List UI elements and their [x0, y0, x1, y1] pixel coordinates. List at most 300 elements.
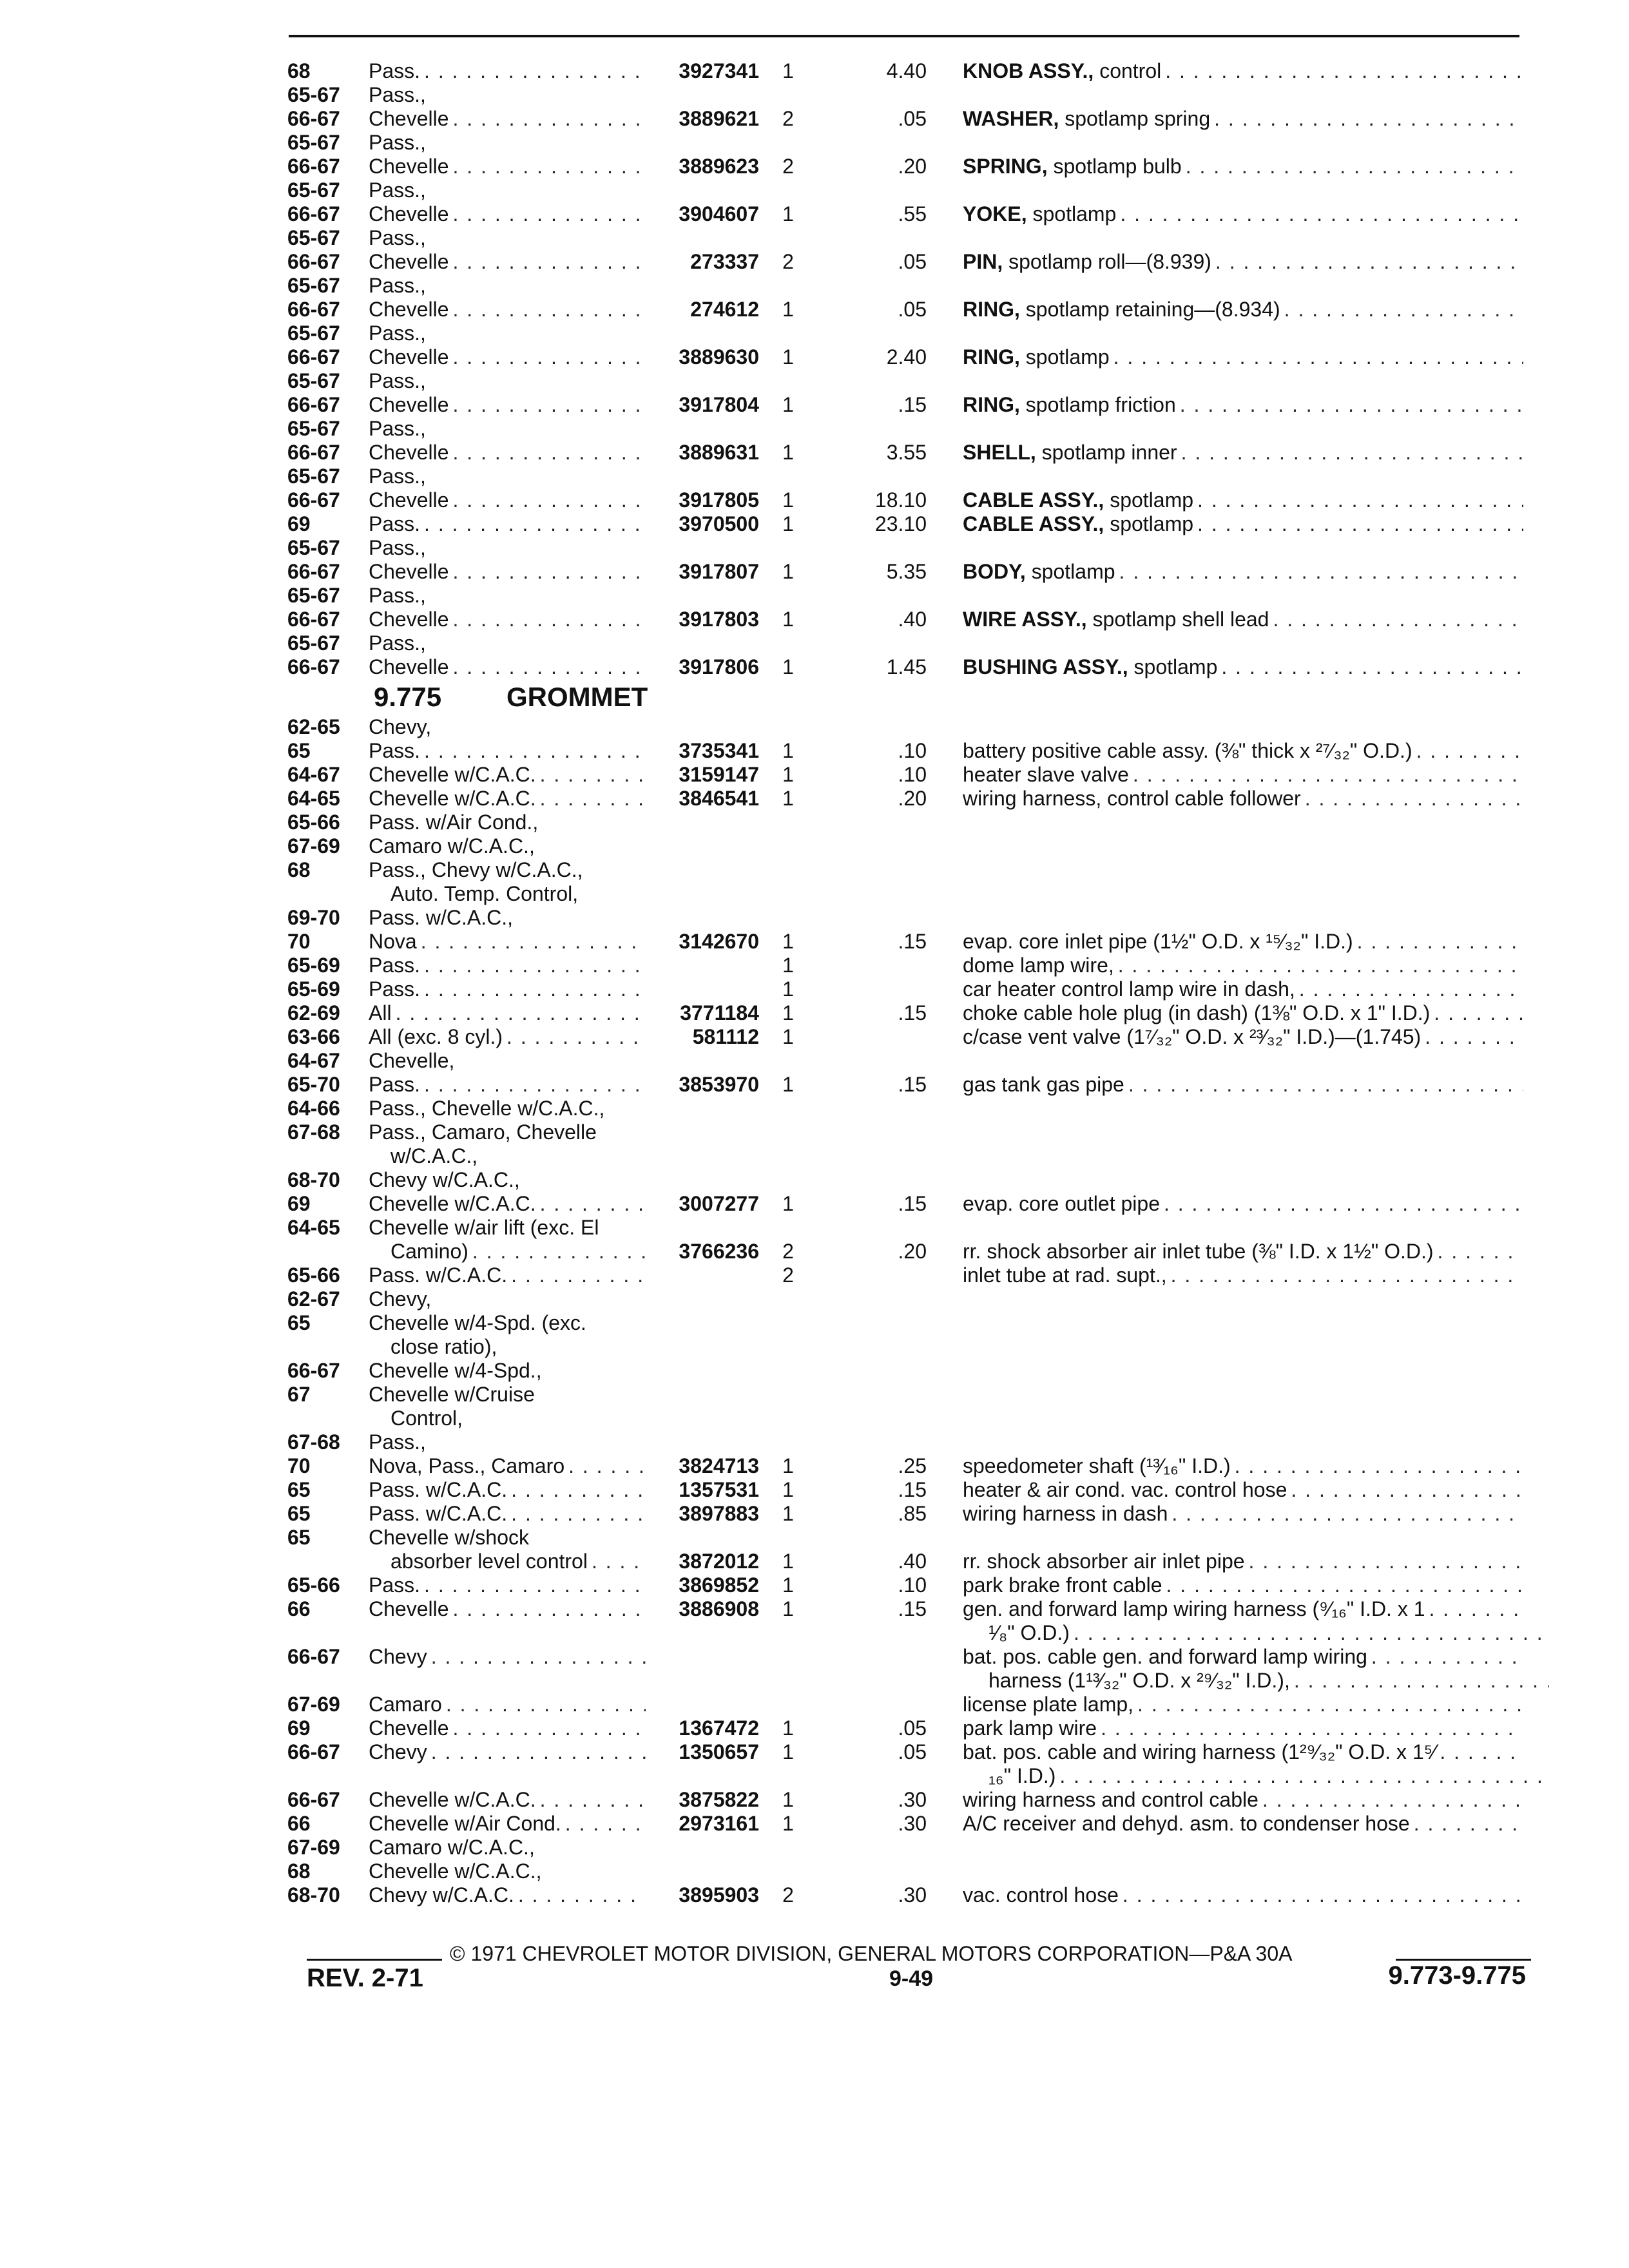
model-application: [369, 1502, 646, 1526]
model-years: 66-67: [287, 155, 340, 178]
model-years: 65-67: [287, 83, 340, 106]
model-text: Chevelle: [369, 393, 449, 416]
list-price: .15: [898, 1597, 927, 1620]
part-description: [963, 59, 1523, 83]
model-application: [369, 1573, 646, 1597]
model-text: Chevy w/C.A.C.: [369, 1883, 514, 1907]
model-years: 65-66: [287, 1264, 340, 1287]
model-application: [369, 608, 646, 631]
list-price: .40: [898, 608, 927, 631]
part-number: 3846541: [679, 787, 759, 810]
model-text: Pass., Chevelle w/C.A.C.,: [369, 1097, 605, 1120]
description-text: control: [1094, 59, 1162, 82]
part-description: [963, 1454, 1523, 1478]
model-text: Chevelle w/C.A.C.: [369, 763, 536, 786]
leader-dots: [1120, 202, 1523, 226]
part-description: [963, 930, 1523, 954]
part-number: 2973161: [679, 1812, 759, 1835]
part-number: 3824713: [679, 1454, 759, 1477]
quantity: 1: [782, 1192, 794, 1215]
part-number: 3917805: [679, 488, 759, 512]
parts-row: [0, 369, 1629, 393]
parts-row: [0, 631, 1629, 655]
part-number: 3853970: [679, 1073, 759, 1096]
model-text: Pass.: [369, 1573, 421, 1597]
part-description: [963, 393, 1523, 417]
model-years: 66-67: [287, 107, 340, 130]
parts-row: [0, 1478, 1629, 1502]
leader-dots: [424, 739, 646, 763]
list-price: .10: [898, 1573, 927, 1597]
leader-dots: [453, 441, 646, 465]
parts-row: [0, 274, 1629, 298]
model-text: Camaro w/C.A.C.,: [369, 1836, 535, 1859]
model-years: 70: [287, 930, 311, 953]
parts-row: [0, 655, 1629, 679]
model-years: 65-67: [287, 274, 340, 297]
model-application: [369, 1311, 646, 1335]
parts-row: [0, 1502, 1629, 1526]
model-years: 69: [287, 1716, 311, 1740]
part-description: [963, 1550, 1523, 1573]
quantity: 1: [782, 1478, 794, 1501]
model-years: 67-69: [287, 1693, 340, 1716]
part-description: [963, 1597, 1523, 1621]
parts-row: [0, 1287, 1629, 1311]
model-years: 70: [287, 1454, 311, 1477]
model-text: Pass.: [369, 739, 421, 762]
parts-row: [0, 1073, 1629, 1097]
parts-row: [0, 1573, 1629, 1597]
model-text: All: [369, 1001, 392, 1024]
model-application: [369, 1860, 646, 1883]
model-application: [369, 1359, 646, 1383]
part-description: [963, 763, 1523, 787]
leader-dots: [1438, 1240, 1523, 1264]
model-years: 62-69: [287, 1001, 340, 1024]
parts-row: [0, 1597, 1629, 1621]
parts-row: [0, 1216, 1629, 1240]
model-text: Chevelle w/C.A.C.: [369, 1788, 536, 1811]
model-years: 66: [287, 1812, 311, 1835]
leader-dots: [1059, 1764, 1549, 1788]
description-text: wiring harness and control cable: [963, 1788, 1258, 1811]
quantity: 1: [782, 1788, 794, 1811]
model-years: 66-67: [287, 441, 340, 464]
leader-dots: [1165, 59, 1523, 83]
leader-dots: [453, 345, 646, 369]
quantity: 1: [782, 1025, 794, 1048]
model-text: Pass.,: [369, 322, 426, 345]
list-price: .05: [898, 1740, 927, 1763]
description-text: park brake front cable: [963, 1573, 1162, 1597]
model-years: 66-67: [287, 655, 340, 678]
part-name: CABLE ASSY.,: [963, 488, 1104, 512]
model-years: 62-65: [287, 715, 340, 738]
model-text: Pass.,: [369, 369, 426, 392]
part-description: [963, 298, 1523, 322]
part-description: [963, 250, 1523, 274]
model-application: [369, 1407, 646, 1430]
part-description: [963, 345, 1523, 369]
model-text: Chevelle: [369, 608, 449, 631]
part-description: [963, 1240, 1523, 1264]
model-years: 65-67: [287, 369, 340, 392]
part-description: [963, 1883, 1523, 1907]
leader-dots: [1221, 655, 1523, 679]
part-description: [963, 1001, 1523, 1025]
part-description: [963, 608, 1523, 631]
part-name: KNOB ASSY.,: [963, 59, 1094, 82]
part-name: RING,: [963, 393, 1020, 416]
quantity: 2: [782, 250, 794, 273]
description-text: spotlamp shell lead: [1086, 608, 1269, 631]
leader-dots: [1249, 1550, 1523, 1573]
leader-dots: [424, 512, 646, 536]
model-text: Chevelle w/C.A.C.,: [369, 1860, 542, 1883]
model-application: [369, 83, 646, 107]
parts-row: [0, 882, 1629, 906]
model-application: [369, 1526, 646, 1550]
list-price: .15: [898, 1073, 927, 1096]
footer-rule-right: [1396, 1959, 1531, 1961]
section-grommet-parts: [0, 715, 1629, 1907]
model-text: Chevelle,: [369, 1049, 455, 1072]
list-price: .55: [898, 202, 927, 226]
leader-dots: [1180, 393, 1523, 417]
part-name: CABLE ASSY.,: [963, 512, 1104, 535]
parts-row: [0, 1264, 1629, 1287]
model-application: [369, 906, 646, 930]
model-text: Chevelle: [369, 250, 449, 273]
list-price: .20: [898, 787, 927, 810]
part-number: 1367472: [679, 1716, 759, 1740]
description-text: evap. core inlet pipe (1½" O.D. x ¹⁵⁄₃₂" I.D.): [963, 930, 1353, 953]
description-text: spotlamp retaining—(8.934): [1019, 298, 1280, 321]
leader-dots: [453, 655, 646, 679]
model-text: Chevelle w/Air Cond.: [369, 1812, 561, 1835]
description-text: harness (1¹³⁄₃₂" O.D. x ²⁹⁄₃₂" I.D.),: [988, 1669, 1290, 1692]
part-description: [963, 441, 1523, 465]
leader-dots: [453, 1597, 646, 1621]
model-years: 64-65: [287, 1216, 340, 1239]
model-application: [369, 1883, 646, 1907]
part-description: [963, 1264, 1523, 1287]
part-number: 3889621: [679, 107, 759, 130]
parts-row: [0, 322, 1629, 345]
leader-dots: [424, 1073, 646, 1097]
model-text: Pass. w/Air Cond.,: [369, 811, 539, 834]
model-text: Pass.,: [369, 584, 426, 607]
leader-dots: [1214, 107, 1523, 131]
part-number: 3904607: [679, 202, 759, 226]
model-text: Pass.: [369, 954, 421, 977]
part-number: 3007277: [679, 1192, 759, 1215]
quantity: 2: [782, 155, 794, 178]
model-application: [369, 1430, 646, 1454]
quantity: 1: [782, 608, 794, 631]
model-application: [369, 1788, 646, 1812]
model-years: 66-67: [287, 202, 340, 226]
model-years: 66-67: [287, 298, 340, 321]
part-number: 3889630: [679, 345, 759, 369]
model-text: Chevelle: [369, 488, 449, 512]
model-years: 65-67: [287, 131, 340, 154]
model-years: 65-66: [287, 1573, 340, 1597]
part-description: [963, 1073, 1523, 1097]
model-text: Chevelle w/4-Spd. (exc.: [369, 1311, 586, 1334]
parts-row: [0, 834, 1629, 858]
model-years: 65-69: [287, 954, 340, 977]
part-description: [963, 512, 1523, 536]
leader-dots: [453, 1716, 646, 1740]
part-number: 3889631: [679, 441, 759, 464]
quantity: 1: [782, 1001, 794, 1024]
model-application: [369, 1049, 646, 1073]
leader-dots: [1164, 1192, 1523, 1216]
model-text: Pass.,: [369, 83, 426, 106]
part-number: 3869852: [679, 1573, 759, 1597]
description-text: spotlamp spring: [1059, 107, 1211, 130]
leader-dots: [453, 250, 646, 274]
description-text: spotlamp bulb: [1047, 155, 1182, 178]
model-text: Pass., Chevy w/C.A.C.,: [369, 858, 583, 881]
model-text: Chevelle w/4-Spd.,: [369, 1359, 542, 1382]
part-description: [963, 1025, 1523, 1049]
section-heading: [0, 679, 1629, 715]
model-text: Pass. w/C.A.C.: [369, 1502, 508, 1525]
leader-dots: [1235, 1454, 1523, 1478]
model-years: 65: [287, 1311, 311, 1334]
model-application: [369, 1287, 646, 1311]
model-application: [369, 417, 646, 441]
list-price: .30: [898, 1788, 927, 1811]
quantity: 1: [782, 441, 794, 464]
model-years: 68: [287, 858, 311, 881]
model-years: 65-70: [287, 1073, 340, 1096]
leader-dots: [1425, 1025, 1523, 1049]
quantity: 1: [782, 202, 794, 226]
model-application: [369, 811, 646, 834]
model-text: absorber level control: [390, 1550, 588, 1573]
quantity: 1: [782, 1502, 794, 1525]
list-price: .10: [898, 739, 927, 762]
list-price: 23.10: [874, 512, 927, 535]
parts-row: [0, 107, 1629, 131]
parts-row: [0, 417, 1629, 441]
model-text: Chevelle: [369, 345, 449, 369]
parts-row: [0, 1621, 1629, 1645]
parts-row: [0, 1407, 1629, 1430]
parts-row: [0, 1812, 1629, 1836]
description-text: spotlamp: [1019, 345, 1110, 369]
model-application: [369, 59, 646, 83]
part-name: YOKE,: [963, 202, 1027, 226]
leader-dots: [424, 954, 646, 977]
model-years: 67-69: [287, 1836, 340, 1859]
model-application: [369, 1168, 646, 1192]
parts-row: [0, 1716, 1629, 1740]
model-application: [369, 1740, 646, 1764]
part-description: [963, 954, 1523, 977]
parts-row: [0, 1144, 1629, 1168]
section-title: GROMMET: [506, 682, 648, 712]
parts-row: [0, 715, 1629, 739]
list-price: .15: [898, 1192, 927, 1215]
parts-row: [0, 977, 1629, 1001]
part-description: [963, 739, 1523, 763]
quantity: 1: [782, 345, 794, 369]
model-text: All (exc. 8 cyl.): [369, 1025, 503, 1048]
leader-dots: [1171, 1502, 1523, 1526]
leader-dots: [1101, 1716, 1523, 1740]
model-application: [369, 1836, 646, 1860]
quantity: 1: [782, 655, 794, 678]
model-text: Nova: [369, 930, 417, 953]
parts-row: [0, 858, 1629, 882]
model-application: [369, 1812, 646, 1836]
quantity: 2: [782, 1240, 794, 1263]
model-text: Nova, Pass., Camaro: [369, 1454, 565, 1477]
parts-row: [0, 1836, 1629, 1860]
model-application: [369, 274, 646, 298]
leader-dots: [431, 1740, 646, 1764]
part-description: [963, 1192, 1523, 1216]
model-years: 64-66: [287, 1097, 340, 1120]
leader-dots: [1074, 1621, 1549, 1645]
description-text: choke cable hole plug (in dash) (1⅜" O.D. x 1" I.D.): [963, 1001, 1431, 1024]
quantity: 1: [782, 59, 794, 82]
leader-dots: [1440, 1740, 1523, 1764]
model-application: [369, 226, 646, 250]
parts-row: [0, 1240, 1629, 1264]
part-description: [963, 1812, 1523, 1836]
model-years: 66-67: [287, 393, 340, 416]
description-text: spotlamp inner: [1036, 441, 1177, 464]
leader-dots: [1434, 1001, 1523, 1025]
part-description: [963, 1502, 1523, 1526]
leader-dots: [1197, 512, 1523, 536]
parts-row: [0, 178, 1629, 202]
model-text: close ratio),: [390, 1335, 497, 1358]
description-text: c/case vent valve (1⁷⁄₃₂" O.D. x ²³⁄₃₂" I.D.)—(1.745): [963, 1025, 1422, 1048]
model-text: Camaro w/C.A.C.,: [369, 834, 535, 858]
footer-rule-left: [307, 1959, 442, 1961]
model-application: [369, 1478, 646, 1502]
quantity: 1: [782, 1740, 794, 1763]
leader-dots: [1123, 1883, 1523, 1907]
parts-row: [0, 954, 1629, 977]
leader-dots: [1137, 1693, 1523, 1716]
parts-row: [0, 345, 1629, 369]
model-application: [369, 1716, 646, 1740]
model-years: 68-70: [287, 1883, 340, 1907]
model-application: [369, 1693, 646, 1716]
model-years: 66-67: [287, 250, 340, 273]
quantity: 2: [782, 1883, 794, 1907]
parts-row: [0, 560, 1629, 584]
leader-dots: [424, 1573, 646, 1597]
list-price: .05: [898, 1716, 927, 1740]
model-years: 66-67: [287, 1359, 340, 1382]
parts-row: [0, 298, 1629, 322]
leader-dots: [472, 1240, 646, 1264]
part-description: [963, 1573, 1523, 1597]
part-number: 3766236: [679, 1240, 759, 1263]
model-years: 67-68: [287, 1430, 340, 1454]
model-text: Pass.,: [369, 417, 426, 440]
model-application: [369, 787, 646, 811]
model-years: 68: [287, 59, 311, 82]
model-years: 65-67: [287, 178, 340, 202]
parts-row: [0, 1335, 1629, 1359]
part-number: 581112: [692, 1025, 759, 1048]
description-text: rr. shock absorber air inlet pipe: [963, 1550, 1245, 1573]
parts-row: [0, 1764, 1629, 1788]
part-description: [963, 202, 1523, 226]
model-text: Pass.: [369, 977, 421, 1001]
parts-row: [0, 1645, 1629, 1669]
model-text: Pass.: [369, 512, 421, 535]
part-name: BUSHING ASSY.,: [963, 655, 1128, 678]
quantity: 2: [782, 1264, 794, 1287]
parts-row: [0, 763, 1629, 787]
model-years: 64-65: [287, 787, 340, 810]
description-text: battery positive cable assy. (⅜" thick x ²⁷⁄₃₂" O.D.): [963, 739, 1412, 762]
list-price: .40: [898, 1550, 927, 1573]
model-text: Chevelle w/C.A.C.: [369, 787, 536, 810]
description-text: vac. control hose: [963, 1883, 1119, 1907]
model-text: Chevy w/C.A.C.,: [369, 1168, 520, 1191]
model-application: [369, 1001, 646, 1025]
description-text: A/C receiver and dehyd. asm. to condenser hose: [963, 1812, 1410, 1835]
part-name: BODY,: [963, 560, 1026, 583]
parts-row: [0, 1025, 1629, 1049]
part-description: [963, 488, 1523, 512]
list-price: 18.10: [874, 488, 927, 512]
parts-row: [0, 1049, 1629, 1073]
model-years: 62-67: [287, 1287, 340, 1311]
description-text: car heater control lamp wire in dash,: [963, 977, 1295, 1001]
description-text: bat. pos. cable gen. and forward lamp wiring: [963, 1645, 1367, 1668]
model-text: Auto. Temp. Control,: [390, 882, 579, 905]
list-price: .05: [898, 298, 927, 321]
leader-dots: [453, 393, 646, 417]
description-text: evap. core outlet pipe: [963, 1192, 1160, 1215]
model-years: 66-67: [287, 1740, 340, 1763]
model-years: 65-66: [287, 811, 340, 834]
list-price: .30: [898, 1883, 927, 1907]
parts-table: [0, 59, 1629, 1907]
list-price: .85: [898, 1502, 927, 1525]
model-application: [369, 488, 646, 512]
leader-dots: [1416, 739, 1523, 763]
model-years: 67-69: [287, 834, 340, 858]
part-number: 273337: [690, 250, 759, 273]
parts-row: [0, 811, 1629, 834]
footer-copyright-line: [307, 1941, 1531, 1966]
model-application: [369, 1383, 646, 1407]
parts-row: [0, 1860, 1629, 1883]
part-description: [963, 1740, 1523, 1764]
parts-row: [0, 739, 1629, 763]
parts-row: [0, 1788, 1629, 1812]
model-text: Chevelle: [369, 441, 449, 464]
leader-dots: [1357, 930, 1523, 954]
model-application: [369, 1144, 646, 1168]
part-description: [963, 1669, 1549, 1693]
model-application: [369, 655, 646, 679]
